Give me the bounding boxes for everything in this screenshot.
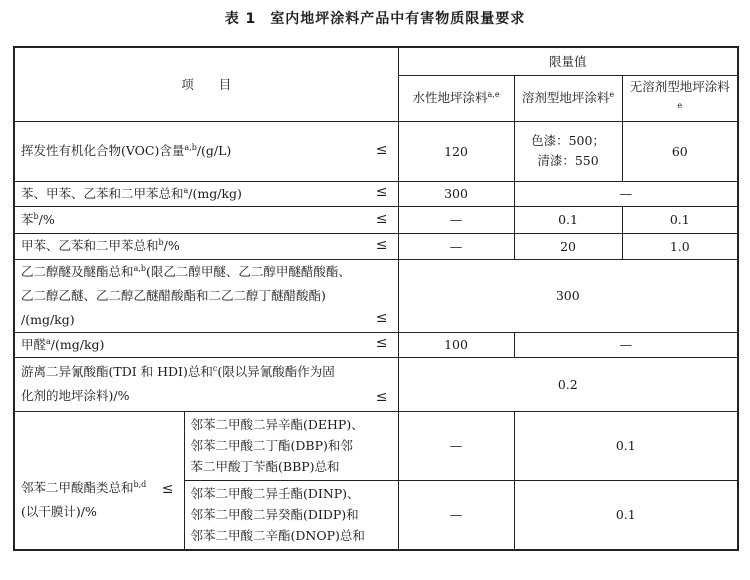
item-header: 项 目: [14, 47, 398, 121]
limit-header: 限量值: [398, 47, 738, 75]
limits-table: [13, 46, 739, 551]
table-row: [14, 121, 738, 181]
benzene-solvent: 0.1: [514, 206, 622, 233]
formaldehyde-water: 100: [398, 332, 514, 357]
voc-solvent: 色漆：500； 清漆：550: [514, 121, 622, 181]
table-caption: [0, 8, 750, 28]
tex-water: —: [398, 233, 514, 259]
tex-label: 甲苯、乙苯和二甲苯总和$^b$/% ≤: [14, 233, 398, 259]
phthalate-sub1-value: 0.1: [514, 411, 738, 480]
phthalate-sub1-label: 邻苯二甲酸二异辛酯(DEHP)、 邻苯二甲酸二丁酯(DBP)和邻 苯二甲酸丁苄酯(BBP)总和: [184, 411, 398, 480]
benzene-water: —: [398, 206, 514, 233]
solventless-header: 无溶剂型地坪涂料$^e$: [622, 75, 738, 121]
phthalate-sub2-water: —: [398, 480, 514, 550]
formaldehyde-label: 甲醛$^a$/(mg/kg) ≤: [14, 332, 398, 357]
header-row-1: [14, 47, 738, 75]
tex-solventless: 1.0: [622, 233, 738, 259]
solvent-header: 溶剂型地坪涂料$^e$: [514, 75, 622, 121]
glycol-value: 300: [398, 259, 738, 332]
table-row: [14, 411, 738, 480]
table-number: 表 1: [224, 11, 257, 27]
table-row: [14, 357, 738, 411]
formaldehyde-other: —: [514, 332, 738, 357]
table-row: [14, 206, 738, 233]
isocyanate-label: 游离二异氰酸酯(TDI 和 HDI)总和$^c$(限以异氰酸酯作为固 化剂的地坪涂料)/% ≤: [14, 357, 398, 411]
voc-water: 120: [398, 121, 514, 181]
voc-solventless: 60: [622, 121, 738, 181]
tex-solvent: 20: [514, 233, 622, 259]
phthalate-sub2-value: 0.1: [514, 480, 738, 550]
glycol-label: 乙二醇醚及醚酯总和$^{a,b}$(限乙二醇甲醚、乙二醇甲醚醋酸酯、 乙二醇乙醚、乙二醇乙醚醋酸酯和二乙二醇丁醚醋酸酯) /(mg/kg) ≤: [14, 259, 398, 332]
table-title: 室内地坪涂料产品中有害物质限量要求: [270, 11, 526, 27]
voc-label: 挥发性有机化合物(VOC)含量$^{a,b}$/(g/L) ≤: [14, 121, 398, 181]
le-symbol: ≤: [375, 141, 388, 158]
water-header: 水性地坪涂料$^{a,e}$: [398, 75, 514, 121]
benzene-label: 苯$^b$/% ≤: [14, 206, 398, 233]
phthalate-sub1-water: —: [398, 411, 514, 480]
phthalate-sub2-label: 邻苯二甲酸二异壬酯(DINP)、 邻苯二甲酸二异癸酯(DIDP)和 邻苯二甲酸二辛酯(DNOP)总和: [184, 480, 398, 550]
btex-other: —: [514, 181, 738, 206]
phthalate-label: 邻苯二甲酸酯类总和$^{b,d}$ (以干膜计)/% ≤: [14, 411, 184, 550]
benzene-solventless: 0.1: [622, 206, 738, 233]
table-row: [14, 181, 738, 206]
table-row: [14, 259, 738, 332]
btex-water: 300: [398, 181, 514, 206]
isocyanate-value: 0.2: [398, 357, 738, 411]
table-row: [14, 332, 738, 357]
table-row: [14, 233, 738, 259]
btex-label: 苯、甲苯、乙苯和二甲苯总和$^a$/(mg/kg) ≤: [14, 181, 398, 206]
